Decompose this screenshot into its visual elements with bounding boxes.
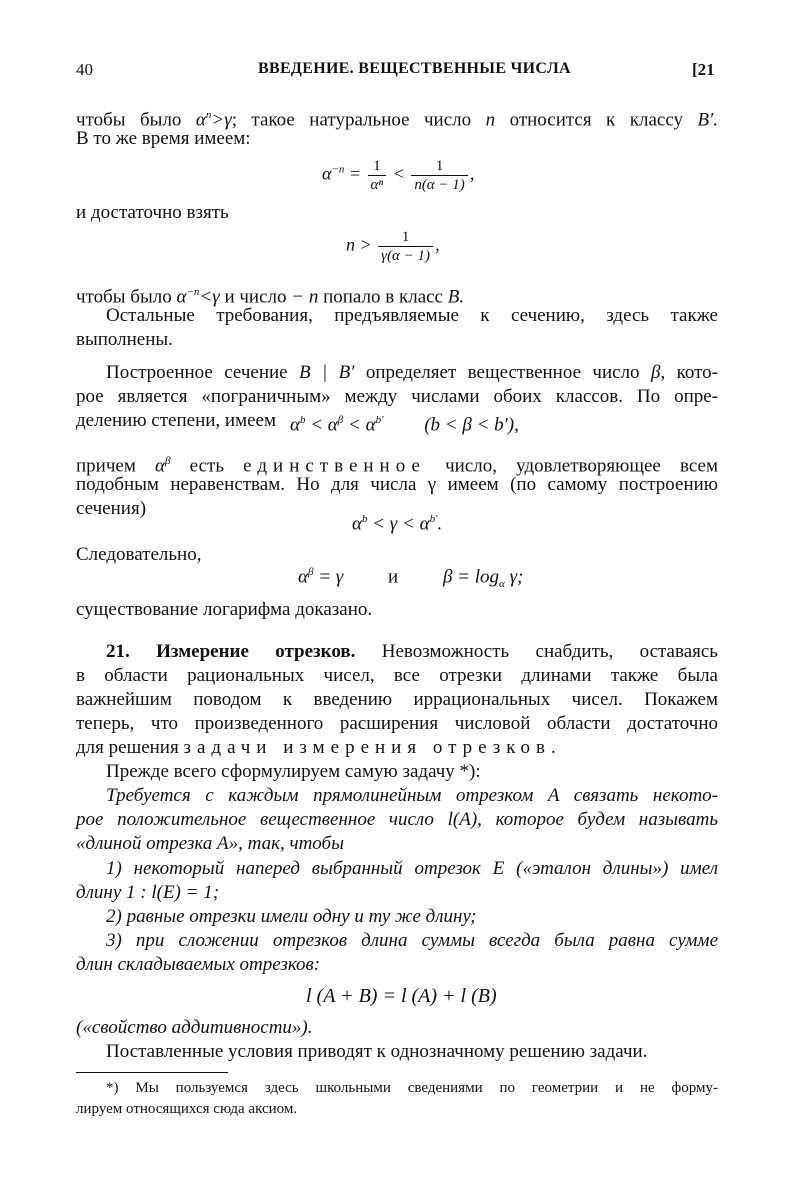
paragraph-line: Прежде всего сформулируем самую задачу *): <box>106 761 481 782</box>
text-fragment: и число <box>219 286 292 308</box>
paragraph-line: существование логарифма доказано. <box>76 599 373 620</box>
text-fragment: , которое будем называть <box>477 809 719 830</box>
math-fragment: < <box>392 163 405 184</box>
paragraph-line: и достаточно взять <box>76 202 229 223</box>
equation-gamma-bounds: $\alpha^b < \gamma < \alpha^{b'}$. <box>352 513 443 535</box>
condition-2-line: 2) равные отрезки имели одну и ту же длину; <box>106 906 477 927</box>
math-var: B′. <box>697 109 718 131</box>
text-fragment: Построенное сечение <box>106 362 300 383</box>
fraction: $\frac{1}{\text{αⁿ}}$ <box>368 157 387 194</box>
footnote-line: лируем относящихся сюда аксиом. <box>76 1101 298 1117</box>
spaced-emphasis: задачи измерения отрезков <box>183 737 552 758</box>
text-fragment: . <box>551 737 556 758</box>
paragraph-line: Поставленные условия приводят к однозначному решению задачи. <box>106 1041 648 1062</box>
paragraph-line <box>106 361 718 385</box>
math-fragment: α <box>195 109 206 131</box>
math-fragment: >γ <box>211 109 232 131</box>
text-fragment: чтобы было <box>76 286 177 308</box>
text-fragment: Невозможность снабдить, оставаясь <box>355 641 718 662</box>
text-fragment: есть <box>170 455 244 477</box>
paragraph-line: важнейшим поводом к введению иррациональных чисел. Покажем <box>76 689 718 710</box>
math-fragment: l(A) <box>447 809 478 830</box>
paragraph-line: выполнены. <box>76 329 173 350</box>
math-sup: −n <box>331 163 345 176</box>
paragraph-line: теперь, что произведенного расширения числовой области достаточно <box>76 713 718 734</box>
text-fragment: число, удовлетворяющее всем <box>425 455 718 477</box>
fraction: $\frac{1}{n(\alpha - 1)}$ <box>411 157 468 194</box>
condition-3-line: длин складываемых отрезков: <box>76 954 321 975</box>
equation-alpha-minus-n <box>322 157 474 194</box>
math-var: n <box>485 109 496 131</box>
footnote-line: *) Мы пользуемся здесь школьными сведениями по геометрии и не форму- <box>106 1080 718 1096</box>
text-fragment: ; такое натуральное число <box>231 109 486 131</box>
math-fragment: <γ <box>199 286 220 308</box>
math-sup: −n <box>186 286 200 298</box>
math-fragment: 1 : l(E) = 1; <box>126 882 220 903</box>
paragraph-line: Требуется с каждым прямолинейным отрезком A связать некото- <box>106 785 718 806</box>
spaced-emphasis: единственное <box>243 455 426 477</box>
math-fragment: α <box>322 163 332 184</box>
equation-logarithm: $\alpha^\beta = \gamma$ и $\beta = \log_\alpha \gamma$; <box>298 566 524 591</box>
fraction: $\frac{1}{\gamma(\alpha - 1)}$ <box>378 228 433 265</box>
paragraph-line: «длиной отрезка A», так, чтобы <box>76 833 344 854</box>
footnote-rule <box>76 1072 228 1073</box>
equation-n-bound <box>346 228 440 265</box>
condition-3-line: 3) при сложении отрезков длина суммы всегда была равна сумме <box>106 930 718 951</box>
math-var: B. <box>447 286 465 308</box>
math-fragment: , <box>469 163 475 184</box>
text-fragment: относится к классу <box>495 109 698 131</box>
paragraph-line: подобным неравенствам. Но для числа γ имеем (по самому построению <box>76 474 718 495</box>
paragraph-line <box>76 808 718 832</box>
math-fragment: α <box>155 455 166 477</box>
paragraph-line: делению степени, имеем <box>76 410 276 431</box>
paragraph-line: Остальные требования, предъявляемые к сечению, здесь также <box>106 305 718 326</box>
text-fragment: попало в класс <box>318 286 448 308</box>
math-sup: β <box>165 455 171 467</box>
paragraph-line: рое является «пограничным» между числами обоих классов. По опре- <box>76 386 718 407</box>
math-var: β <box>650 362 661 383</box>
paragraph-line: в области рациональных чисел, все отрезки длинами также была <box>76 665 718 686</box>
condition-1-line <box>76 881 219 905</box>
math-fragment: = <box>348 163 362 184</box>
section-title: 21. Измерение отрезков. <box>106 641 356 662</box>
text-fragment: для решения <box>76 737 184 758</box>
section-ref: [21 <box>692 60 715 79</box>
text-fragment: чтобы было <box>76 109 196 131</box>
math-var: B | B′ <box>299 362 355 383</box>
running-title: ВВЕДЕНИЕ. ВЕЩЕСТВЕННЫЕ ЧИСЛА <box>258 60 571 77</box>
section-21-heading-line <box>106 640 718 664</box>
text-fragment: , кото- <box>660 362 718 383</box>
text-fragment: длину <box>76 882 127 903</box>
text-fragment: определяет вещественное число <box>354 362 651 383</box>
page-number: 40 <box>76 60 93 79</box>
condition-1-line: 1) некоторый наперед выбранный отрезок E («эталон длины») имел <box>106 858 718 879</box>
paragraph-line: («свойство аддитивности»). <box>76 1017 313 1038</box>
math-var: − n <box>291 286 319 308</box>
equation-alpha-inequality: $\alpha^b < \alpha^\beta < \alpha^{b'}$ (b < β < b′), <box>290 414 519 436</box>
math-fragment: α <box>176 286 187 308</box>
math-sup: n <box>205 109 212 121</box>
text-fragment: рое положительное вещественное число <box>76 809 448 830</box>
paragraph-line <box>76 736 556 760</box>
math-fragment: n > <box>346 234 372 255</box>
equation-additivity: l (A + B) = l (A) + l (B) <box>306 985 497 1007</box>
paragraph-line: В то же время имеем: <box>76 128 251 149</box>
paragraph-line: сечения) <box>76 498 147 519</box>
math-fragment: , <box>435 234 440 255</box>
paragraph-line: Следовательно, <box>76 544 202 565</box>
text-fragment: причем <box>76 455 156 477</box>
